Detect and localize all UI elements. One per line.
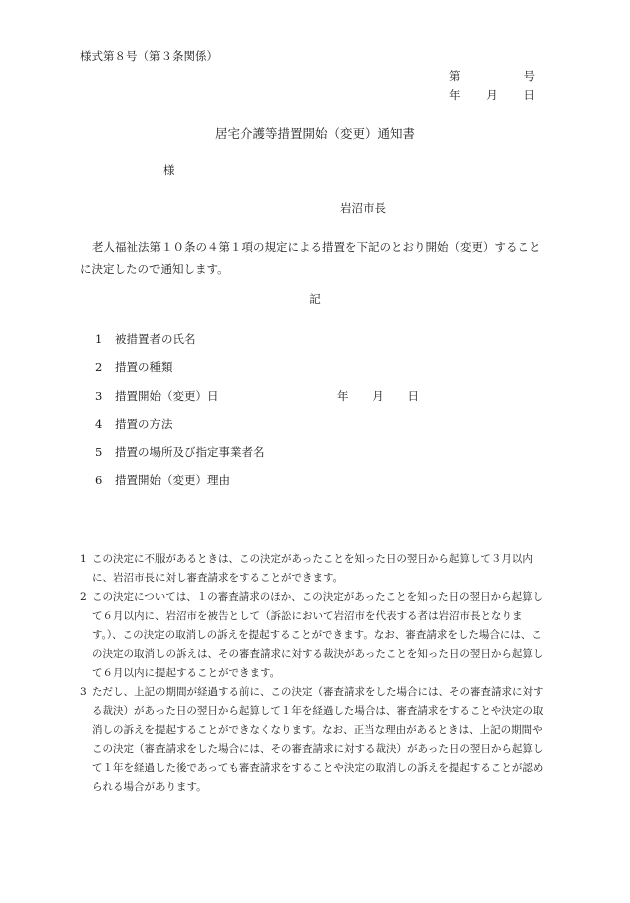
list-item bbox=[95, 446, 265, 460]
list-item bbox=[95, 390, 219, 404]
document-date-line bbox=[449, 89, 535, 103]
addressee-label: 様 bbox=[163, 163, 175, 177]
item-label: 措置開始（変更）理由 bbox=[115, 473, 230, 487]
item-number: 5 bbox=[95, 445, 103, 459]
date-day: 日 bbox=[523, 88, 535, 102]
item-date-day: 日 bbox=[407, 389, 419, 403]
item-number: 3 bbox=[95, 389, 103, 403]
note-text: この決定に不服があるときは、この決定があったことを知った日の翌日から起算して３月以内に、岩沼市長に対し審査請求をすることができます。 bbox=[92, 553, 533, 584]
date-year: 年 bbox=[449, 88, 461, 102]
note-item bbox=[80, 588, 550, 683]
ki-heading: 記 bbox=[309, 292, 321, 306]
item-label: 措置の種類 bbox=[115, 360, 173, 374]
issuer-name: 岩沼市長 bbox=[340, 201, 386, 215]
item-number: 2 bbox=[95, 360, 103, 374]
item-label: 被措置者の氏名 bbox=[115, 332, 196, 346]
note-text: ただし、上記の期間が経過する前に、この決定（審査請求をした場合には、その審査請求に対する裁決）があった日の翌日から起算して１年を経過した場合は、審査請求をすることや決定の取消しの訴えを提起することができなくなります。なお、正当な理由があるときは、上記の期間やこの決定（審査請求をした場合には、その審査請求に対する裁決）があった日の翌日から起算して１年を経過した後であっても審査請求をすることや決定の取消しの訴えを提起することが認められる場合があります。 bbox=[92, 686, 544, 793]
note-item bbox=[80, 683, 550, 797]
note-number: 3 bbox=[80, 686, 87, 698]
item-date-line bbox=[337, 390, 419, 404]
date-month: 月 bbox=[486, 88, 498, 102]
list-item bbox=[95, 418, 173, 432]
list-item bbox=[95, 333, 196, 347]
item-number: 4 bbox=[95, 417, 103, 431]
item-label: 措置の場所及び指定事業者名 bbox=[115, 445, 265, 459]
item-number: 6 bbox=[95, 473, 103, 487]
document-title: 居宅介護等措置開始（変更）通知書 bbox=[214, 126, 415, 141]
notes-section bbox=[80, 550, 550, 797]
item-label: 措置の方法 bbox=[115, 417, 173, 431]
note-text: この決定については、１の審査請求のほか、この決定があったことを知った日の翌日から起算して６月以内に、岩沼市を被告として（訴訟において岩沼市を代表する者は岩沼市長となります。）、この決定の取消しの訴えを提起することができます。なお、審査請求をした場合には、この決定の取消しの訴えは、その審査請求に対する裁決があったことを知った日の翌日から起算して６月以内に提起することができます。 bbox=[92, 591, 544, 679]
note-item bbox=[80, 550, 550, 588]
item-number: 1 bbox=[95, 332, 103, 346]
document-number-line bbox=[449, 70, 535, 84]
number-suffix: 号 bbox=[523, 69, 535, 83]
item-date-year: 年 bbox=[337, 389, 349, 403]
body-paragraph: 老人福祉法第１０条の４第１項の規定による措置を下記のとおり開始（変更）することに決定したので通知します。 bbox=[80, 240, 541, 276]
note-number: 2 bbox=[80, 591, 87, 603]
list-item bbox=[95, 474, 230, 488]
form-label: 様式第８号（第３条関係） bbox=[80, 49, 218, 63]
list-item bbox=[95, 361, 173, 375]
item-date-month: 月 bbox=[372, 389, 384, 403]
item-label: 措置開始（変更）日 bbox=[115, 389, 219, 403]
note-number: 1 bbox=[80, 553, 87, 565]
number-prefix: 第 bbox=[449, 69, 461, 83]
